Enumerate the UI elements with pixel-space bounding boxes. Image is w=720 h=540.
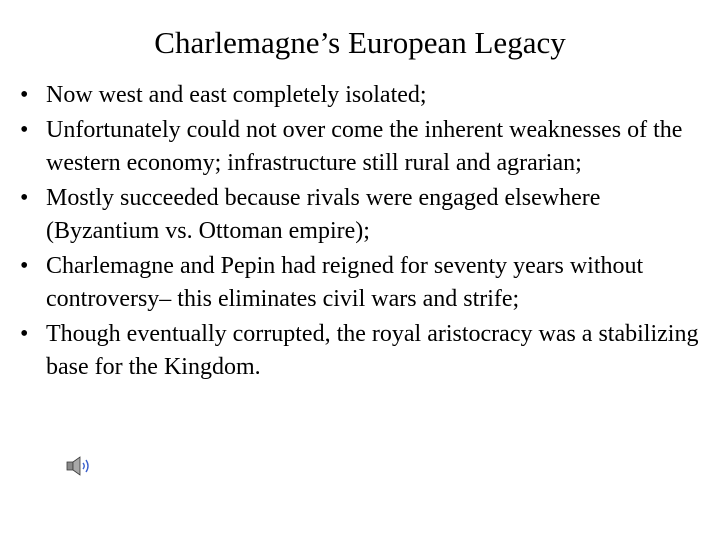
bullet-text: Though eventually corrupted, the royal aristocracy was a stabilizing base for the Kingdom. — [46, 321, 699, 380]
bullet-list — [20, 79, 710, 384]
bullet-marker: • — [20, 82, 29, 108]
sound-wave-large — [86, 460, 88, 472]
bullet-item — [20, 250, 710, 316]
bullet-item — [20, 79, 710, 112]
bullet-item — [20, 182, 710, 248]
speaker-cone — [73, 457, 80, 475]
slide-title: Charlemagne’s European Legacy — [154, 25, 566, 60]
bullet-marker: • — [20, 253, 29, 279]
sound-wave-small — [83, 463, 84, 469]
speaker-body — [67, 462, 73, 470]
bullet-text: Unfortunately could not over come the inherent weaknesses of the western economy; infrastructure still rural and agrarian; — [46, 117, 683, 176]
bullet-text: Charlemagne and Pepin had reigned for seventy years without controversy– this eliminates civil wars and strife; — [46, 253, 644, 312]
bullet-marker: • — [20, 321, 29, 347]
bullet-text: Mostly succeeded because rivals were engaged elsewhere (Byzantium vs. Ottoman empire); — [46, 185, 601, 244]
speaker-icon[interactable] — [64, 454, 92, 478]
bullet-item — [20, 114, 710, 180]
bullet-marker: • — [20, 185, 29, 211]
bullet-text: Now west and east completely isolated; — [46, 82, 427, 108]
bullet-marker: • — [20, 117, 29, 143]
bullet-item — [20, 318, 710, 384]
